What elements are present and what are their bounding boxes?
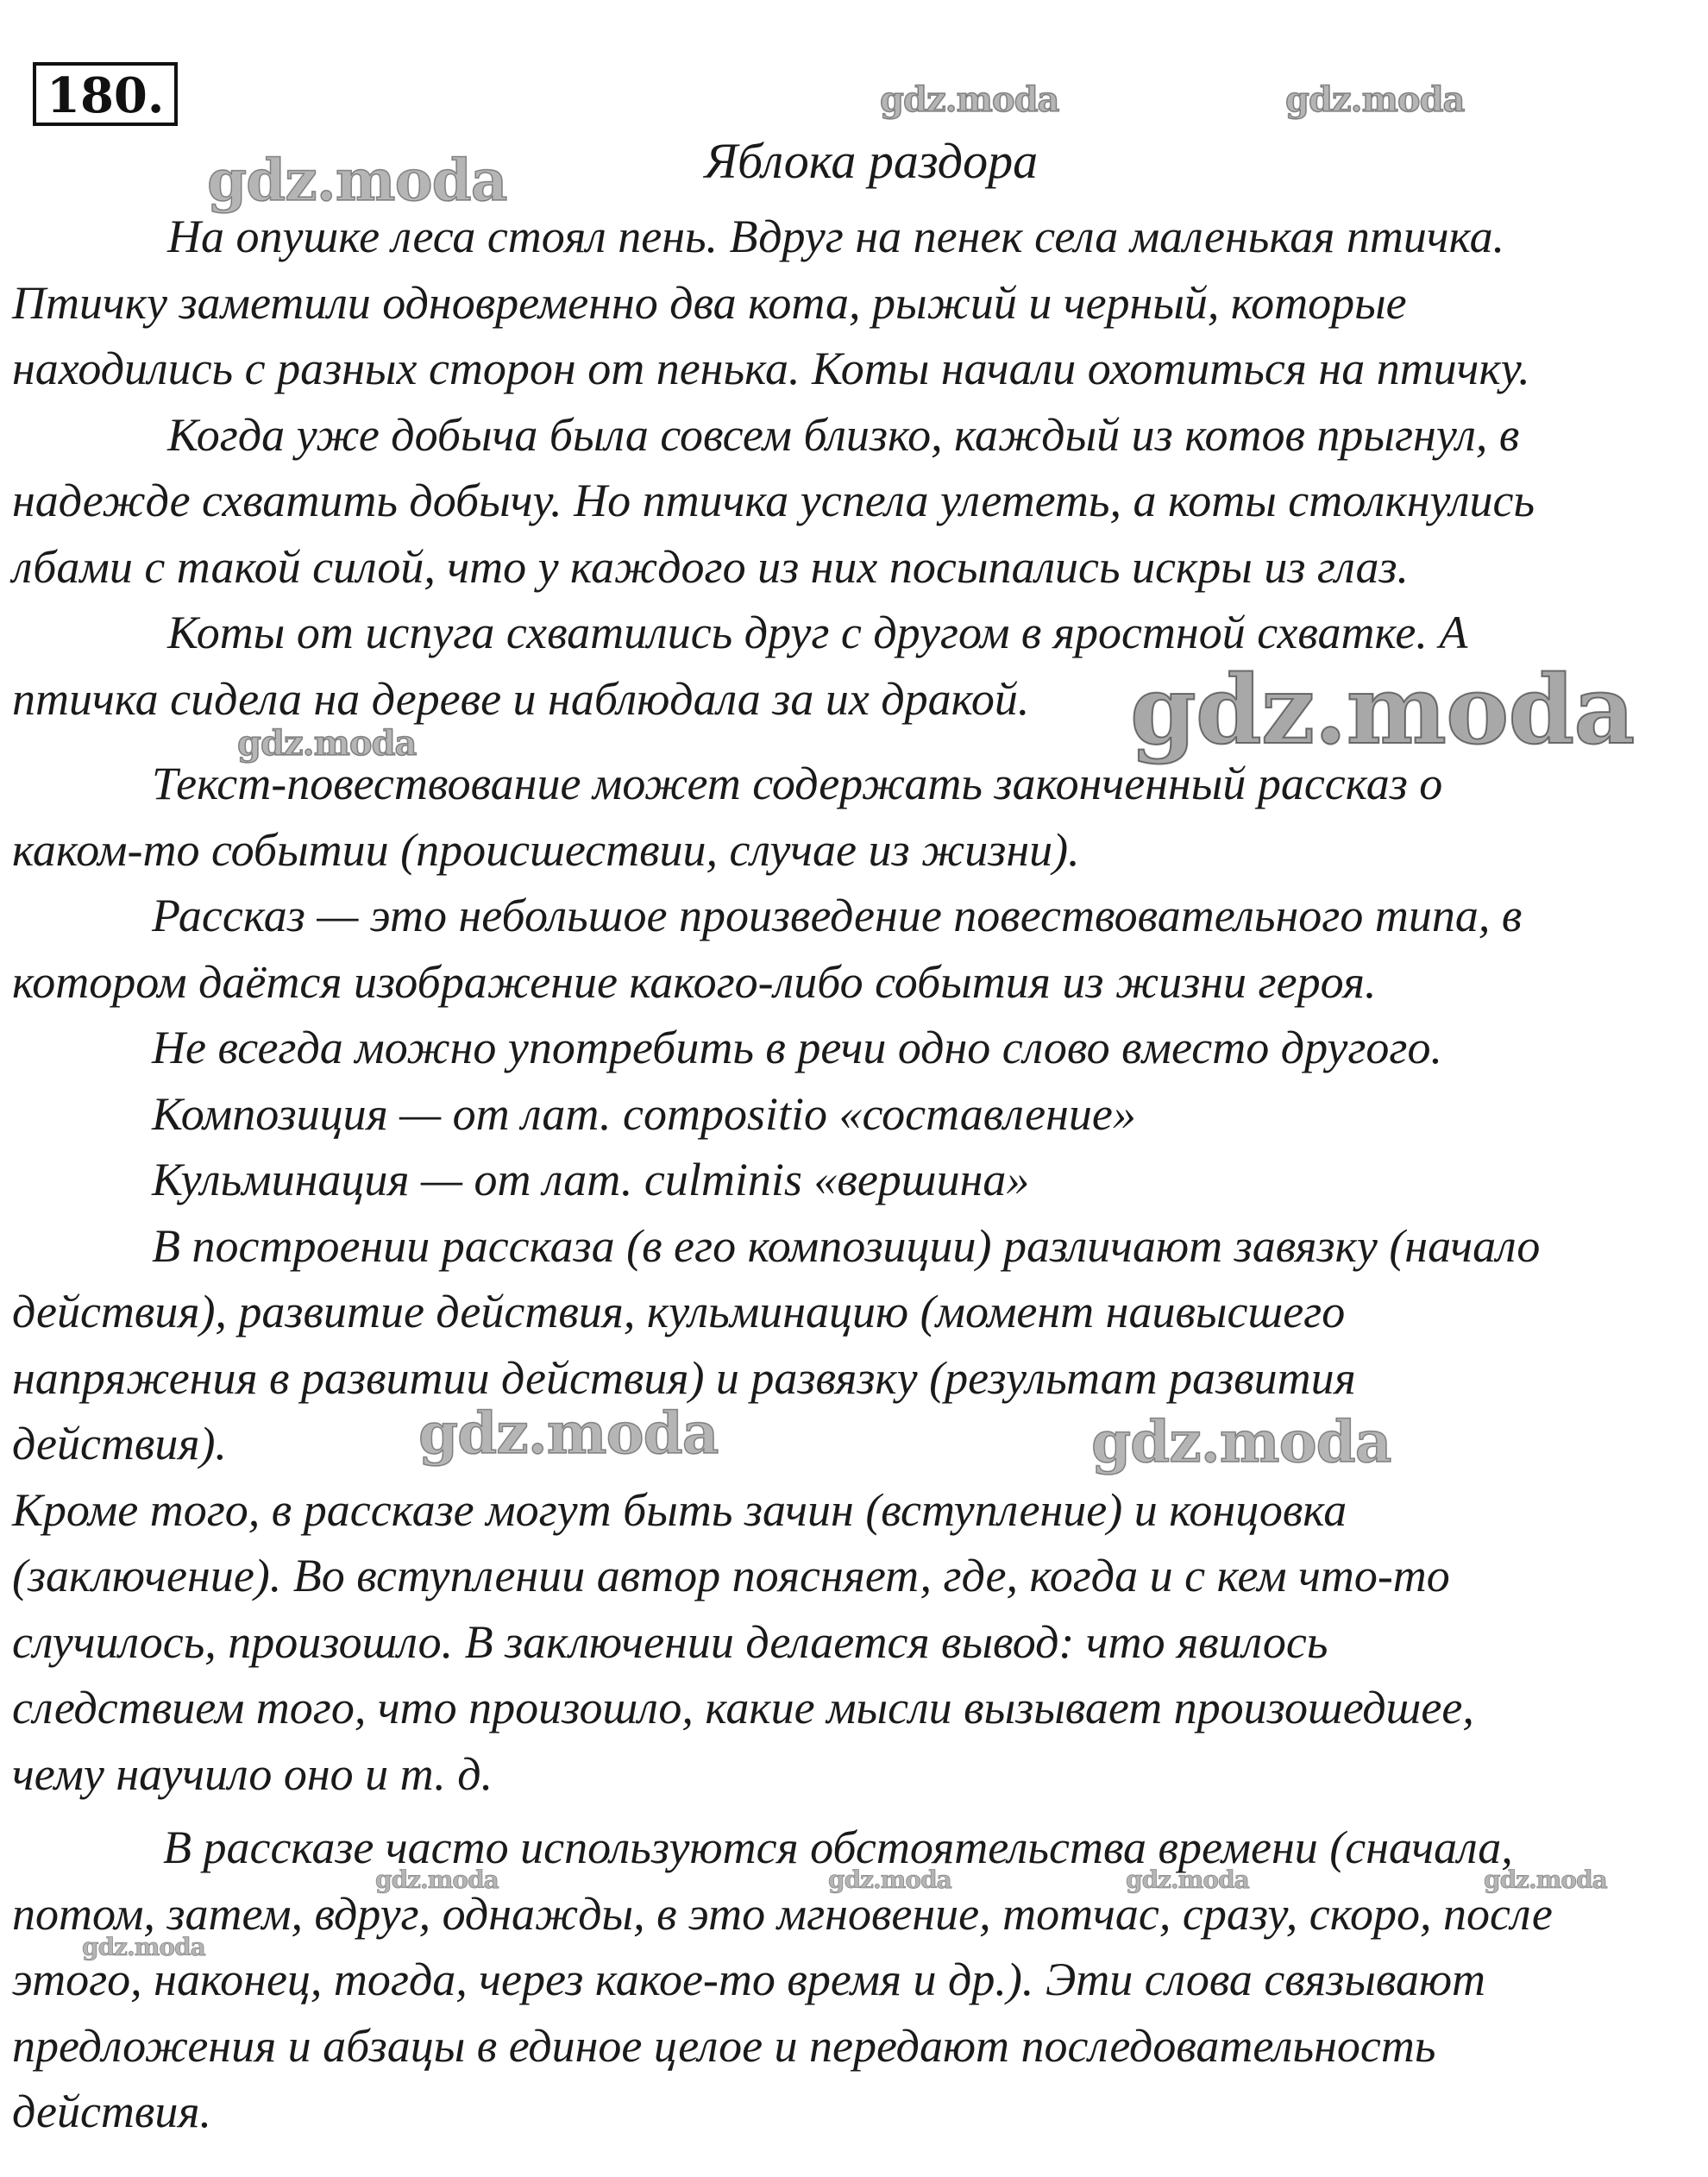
theory-line: действия). [12, 1418, 227, 1469]
watermark: gdz.moda [82, 1933, 205, 1961]
theory-line: Кульминация — от лат. culminis «вершина» [152, 1154, 1030, 1205]
theory-line: (заключение). Во вступлении автор поясняет, где, когда и с кем что-то [12, 1550, 1450, 1601]
theory-line: случилось, произошло. В заключении делается вывод: что явилось [12, 1615, 1328, 1668]
story-line: На опушке леса стоял пень. Вдруг на пенек села маленькая птичка. [167, 211, 1505, 262]
story-line: Птичку заметили одновременно два кота, рыжий и черный, которые [12, 276, 1407, 329]
story-line: Коты от испуга схватились друг с другом в яростной схватке. А [167, 607, 1468, 658]
story-line: лбами с такой силой, что у каждого из них посыпались искры из глаз. [12, 540, 1410, 593]
theory-line: Рассказ — это небольшое произведение повествовательного типа, в [152, 890, 1523, 941]
story-title: Яблока раздора [704, 133, 1039, 189]
watermark: gdz.moda [828, 1866, 951, 1894]
story-text [12, 204, 1694, 732]
theory-line: Кроме того, в рассказе могут быть зачин (вступление) и концовка [12, 1483, 1347, 1536]
theory-line: Композиция — от лат. compositio «составление» [152, 1087, 1136, 1140]
story-line: Когда уже добыча была совсем близко, каждый из котов прыгнул, в [167, 408, 1520, 461]
theory-line: Текст-повествование может содержать законченный рассказ о [152, 758, 1443, 809]
theory-line: В построении рассказа (в его композиции) различают завязку (начало [152, 1219, 1541, 1272]
theory-line: Не всегда можно употребить в речи одно слово вместо другого. [152, 1022, 1442, 1073]
watermark: gdz.moda [1285, 79, 1465, 120]
theory-line: этого, наконец, тогда, через какое-то время и др.). Эти слова связывают [12, 1954, 1486, 2005]
watermark: gdz.moda [237, 723, 417, 764]
watermark: gdz.moda [1484, 1866, 1607, 1894]
theory-line: котором даётся изображение какого-либо события из жизни героя. [12, 955, 1377, 1008]
theory-line: напряжения в развитии действия) и развязку (результат развития [12, 1351, 1356, 1404]
theory-line: каком-то событии (происшествии, случае из жизни). [12, 823, 1080, 876]
watermark: gdz.moda [375, 1866, 499, 1894]
watermark: gdz.moda [207, 147, 507, 214]
watermark: gdz.moda [1091, 1408, 1391, 1475]
watermark: gdz.moda [1130, 654, 1635, 765]
story-line: находились с разных сторон от пенька. Коты начали охотиться на птичку. [12, 343, 1530, 394]
theory-text-last [12, 1815, 1694, 2145]
story-line: птичка сидела на дереве и наблюдала за их дракой. [12, 672, 1030, 725]
theory-line: следствием того, что произошло, какие мысли вызывает произошедшее, [12, 1682, 1474, 1733]
watermark: gdz.moda [1126, 1866, 1249, 1894]
theory-line: предложения и абзацы в единое целое и передают последовательность [12, 2019, 1436, 2072]
story-line: надежде схватить добычу. Но птичка успела улететь, а коты столкнулись [12, 475, 1535, 526]
watermark: gdz.moda [880, 79, 1059, 120]
theory-line: В рассказе часто используются обстоятельства времени (сначала, [163, 1822, 1513, 1873]
theory-line: действия), развитие действия, кульминацию (момент наивысшего [12, 1286, 1346, 1337]
theory-line: действия. [12, 2086, 211, 2137]
theory-text [12, 751, 1694, 1807]
watermark: gdz.moda [418, 1400, 719, 1467]
theory-line: чему научило оно и т. д. [12, 1747, 493, 1800]
theory-line: потом, затем, вдруг, однажды, в это мгновение, тотчас, сразу, скоро, после [12, 1887, 1553, 1940]
exercise-number: 180. [33, 62, 178, 126]
